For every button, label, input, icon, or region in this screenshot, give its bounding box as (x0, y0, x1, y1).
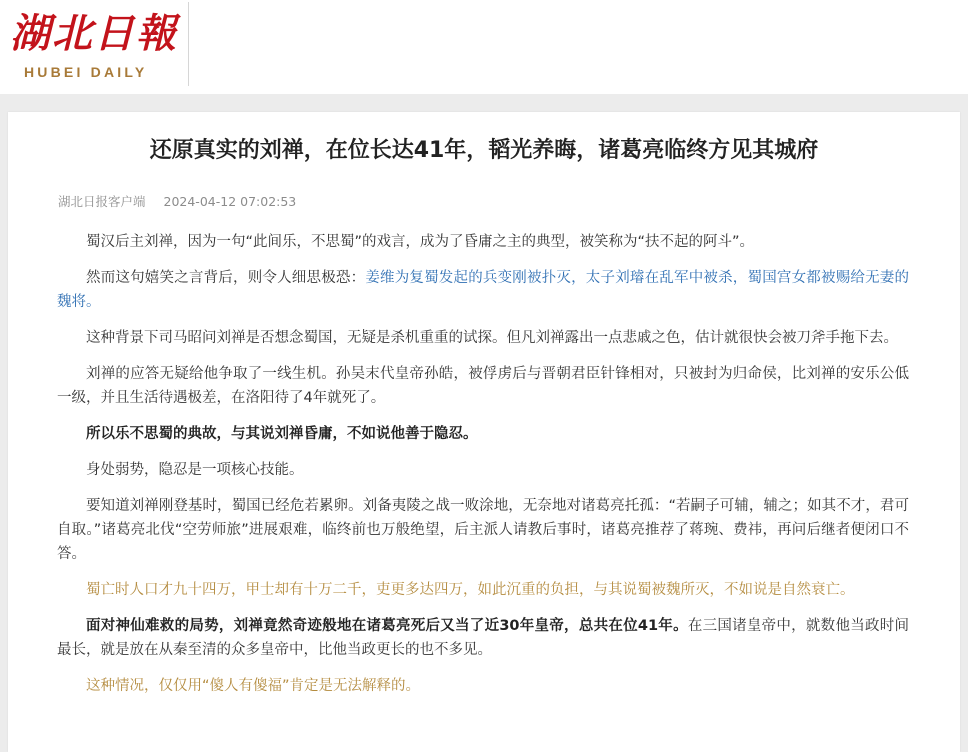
paragraph-text: 在三国诸皇帝中，就数他当政时间最长，就是放在从秦至清的众多皇帝中，比他当政更长的也不多见。 (57, 618, 909, 658)
paragraph-10 (57, 674, 909, 698)
site-header (0, 0, 968, 94)
paragraph-text: 刘禅的应答无疑给他争取了一线生机。孙吴末代皇帝孙皓，被俘虏后与晋朝君臣针锋相对，只被封为归命侯，比刘禅的安乐公低一级，并且生活待遇极差，在洛阳待了4年就死了。 (57, 366, 909, 406)
paragraph-9 (57, 614, 909, 662)
article-meta (58, 192, 296, 210)
paragraph-text: 要知道刘禅刚登基时，蜀国已经危若累卵。刘备夷陵之战一败涂地，无奈地对诸葛亮托孤：“若嗣子可辅，辅之；如其不才，君可自取。”诸葛亮北伐“空劳师旅”进展艰难，临终前也万般绝望，后主派人请教后事时，诸葛亮推荐了蒋琬、费祎，再问后继者便闭口不答。 (57, 498, 909, 562)
paragraph-8 (57, 578, 909, 602)
paragraph-1 (57, 230, 909, 254)
paragraph-5 (57, 422, 909, 446)
article-source: 湖北日报客户端 (58, 194, 146, 209)
paragraph-highlight-gold: 蜀亡时人口才九十四万，甲士却有十万二千，吏更多达四万，如此沉重的负担，与其说蜀被魏所灭，不如说是自然衰亡。 (86, 582, 855, 598)
header-divider (188, 2, 189, 86)
paragraph-4 (57, 362, 909, 410)
paragraph-text: 然而这句嬉笑之言背后，则令人细思极恐： (86, 270, 366, 286)
logo-chinese-text: 湖北日報 (10, 10, 178, 57)
article-body (57, 230, 909, 710)
article-title: 还原真实的刘禅，在位长达41年，韬光养晦，诸葛亮临终方见其城府 (149, 138, 819, 163)
paragraph-text: 身处弱势，隐忍是一项核心技能。 (86, 462, 304, 478)
paragraph-2 (57, 266, 909, 314)
hubei-daily-logo[interactable] (8, 6, 190, 86)
paragraph-highlight-blue: 姜维为复蜀发起的兵变刚被扑灭，太子刘璿在乱军中被杀，蜀国宫女都被赐给无妻的魏将。 (57, 270, 910, 310)
article-date: 2024-04-12 07:02:53 (163, 194, 297, 209)
paragraph-highlight-gold: 这种情况，仅仅用“傻人有傻福”肯定是无法解释的。 (86, 678, 421, 694)
paragraph-bold: 面对神仙难救的局势，刘禅竟然奇迹般地在诸葛亮死后又当了近30年皇帝，总共在位41年。 (86, 618, 688, 634)
paragraph-6 (57, 458, 909, 482)
logo-english-text: HUBEI DAILY (24, 64, 148, 80)
article-card (8, 112, 960, 752)
paragraph-7 (57, 494, 909, 566)
paragraph-text: 蜀汉后主刘禅，因为一句“此间乐，不思蜀”的戏言，成为了昏庸之主的典型，被笑称为“扶不起的阿斗”。 (86, 234, 755, 250)
paragraph-text: 这种背景下司马昭问刘禅是否想念蜀国，无疑是杀机重重的试探。但凡刘禅露出一点悲戚之色，估计就很快会被刀斧手拖下去。 (86, 330, 898, 346)
paragraph-3 (57, 326, 909, 350)
paragraph-bold: 所以乐不思蜀的典故，与其说刘禅昏庸，不如说他善于隐忍。 (86, 426, 478, 442)
